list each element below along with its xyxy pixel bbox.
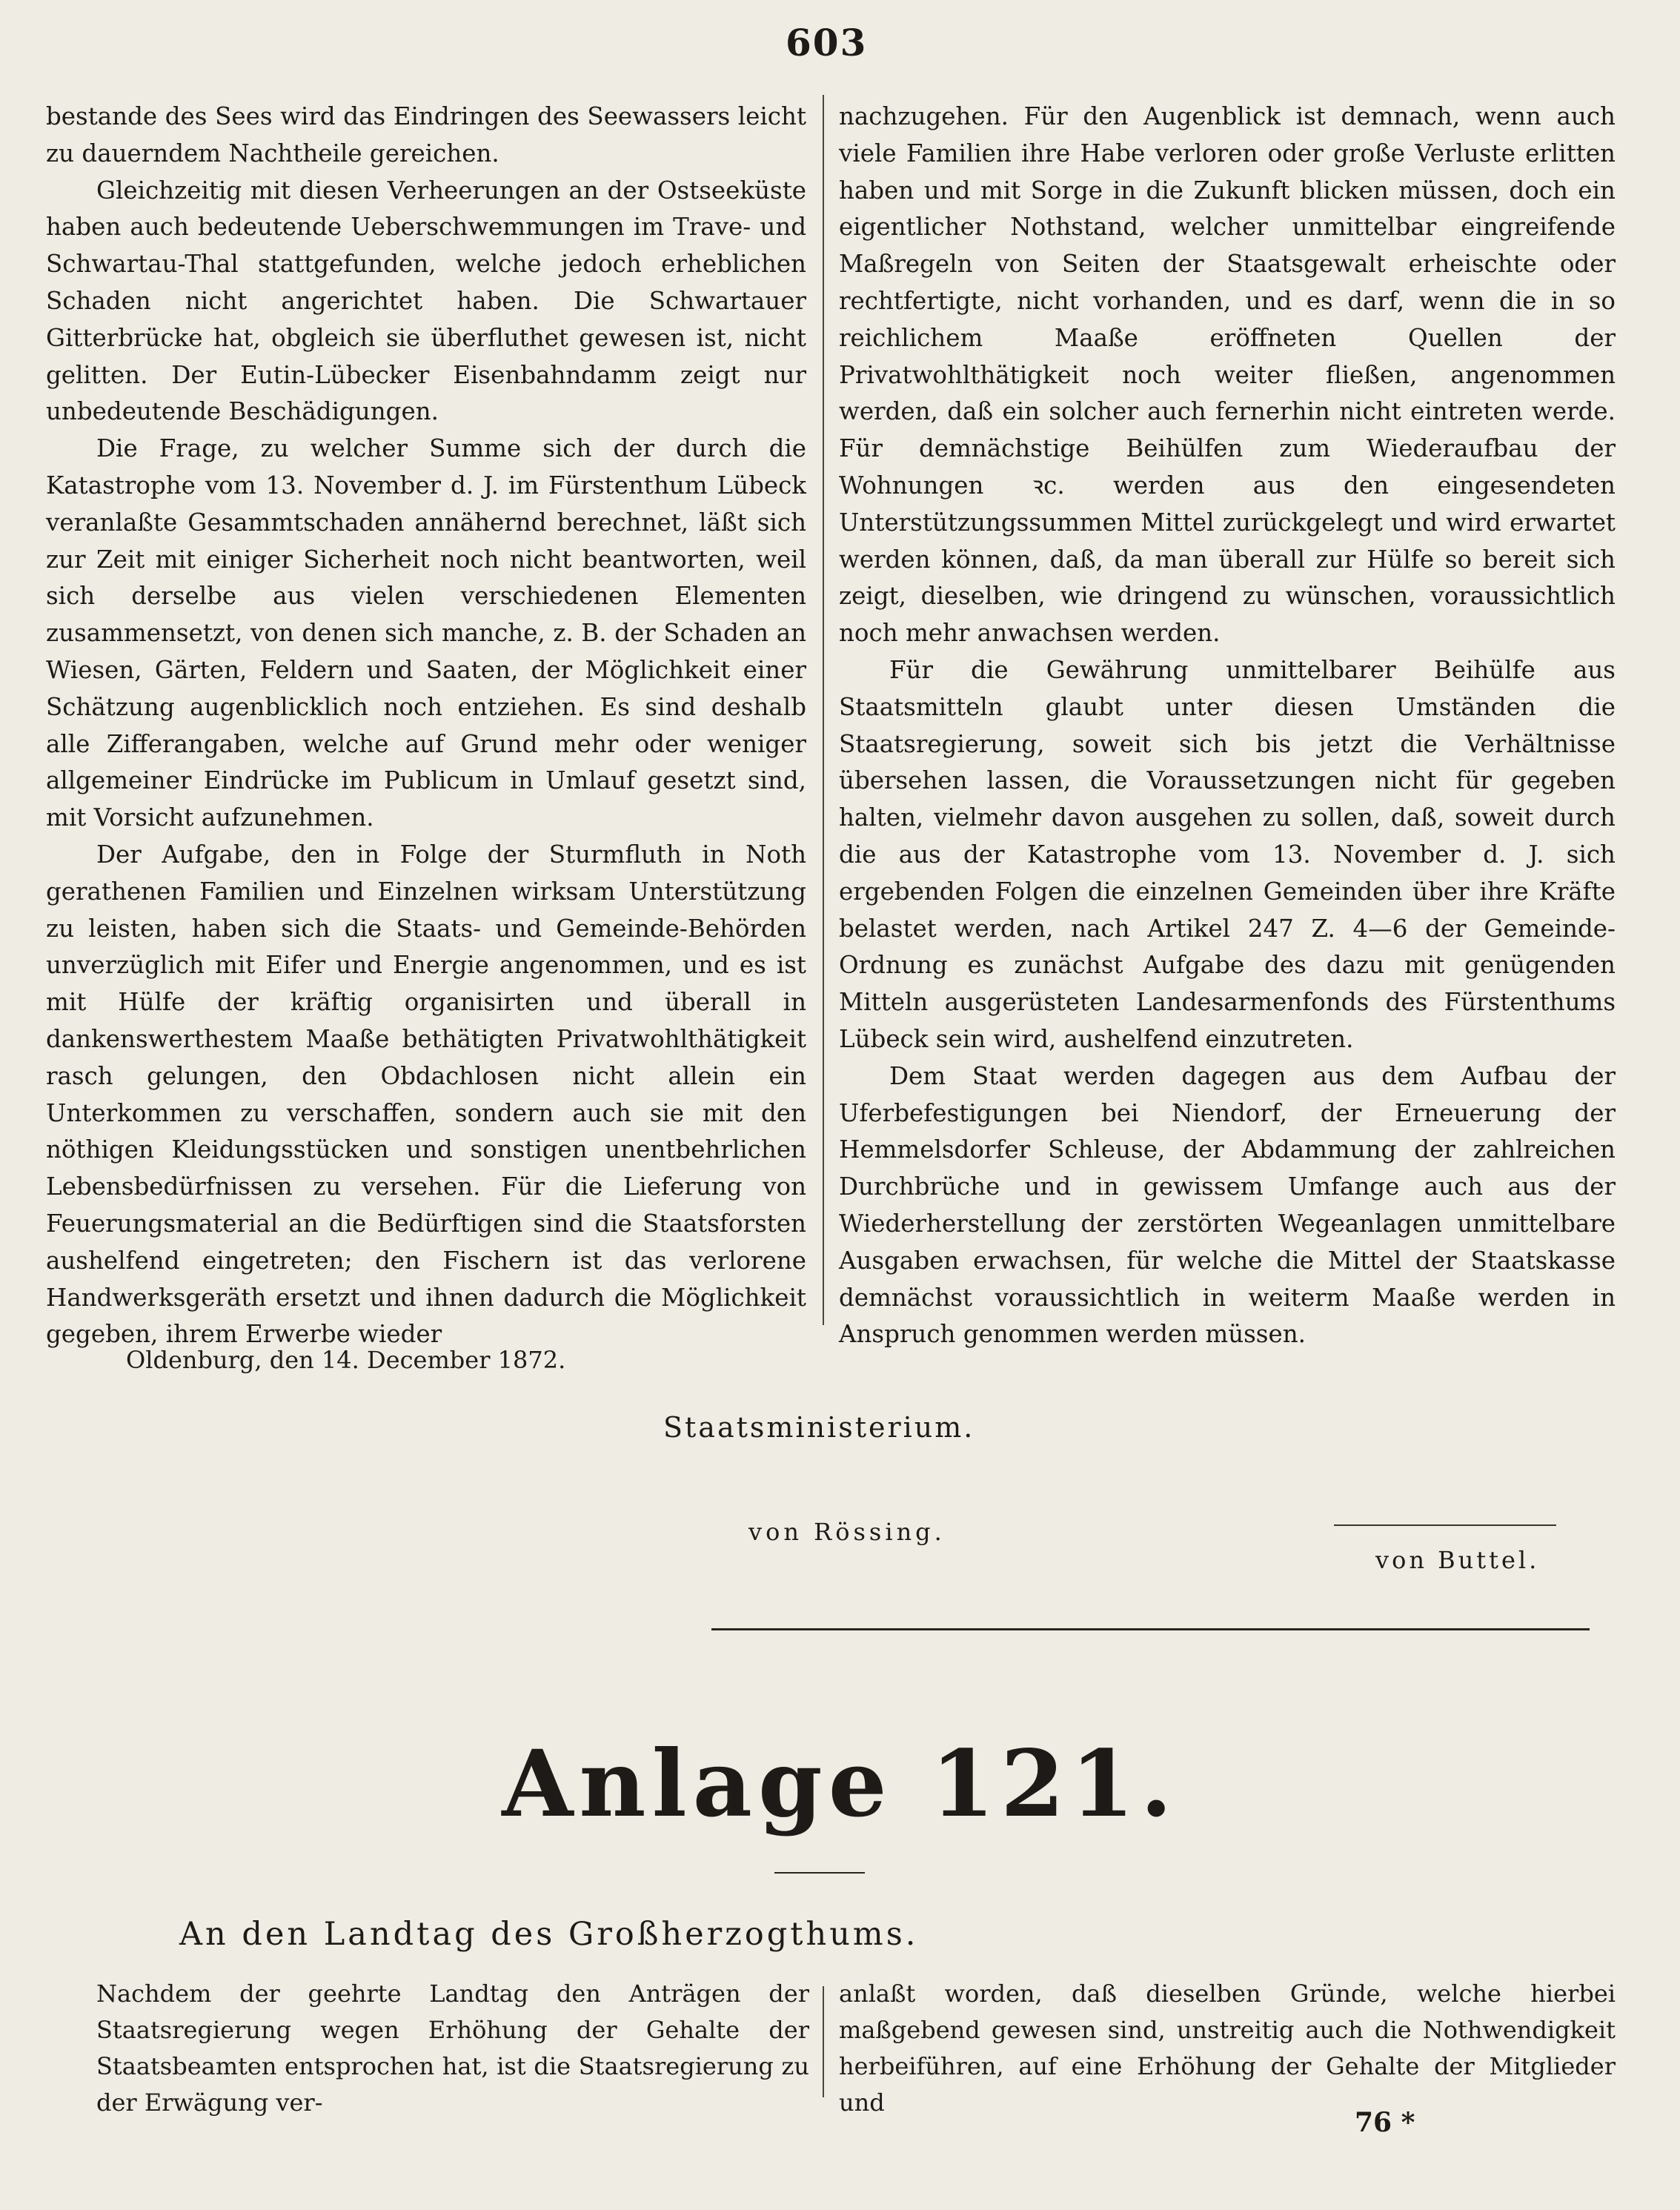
right-text-column bbox=[839, 99, 1616, 1353]
section-divider bbox=[711, 1628, 1590, 1630]
paragraph: Gleichzeitig mit diesen Verheerungen an der Ostseeküste haben auch bedeutende Ueberschwemmungen im Trave- und Schwartau-Thal stattgefunden, welche jedoch erheblichen Schaden nicht angerichtet haben. Die Schwartauer Gitterbrücke hat, obgleich sie überfluthet gewesen ist, nicht gelitten. Der Eutin-Lübecker Eisenbahndamm zeigt nur unbedeutende Beschädigungen. bbox=[46, 176, 806, 426]
paragraph: Der Aufgabe, den in Folge der Sturmfluth in Noth gerathenen Familien und Einzelnen wirksam Unterstützung zu leisten, haben sich die Staats- und Gemeinde-Behörden unverzüglich mit Eifer und Energie angenommen, und es ist mit Hülfe der kräftig organisirten und überall in dankenswerthestem Maaße bethätigten Privatwohlthätigkeit rasch gelungen, den Obdachlosen nicht allein ein Unterkommen zu verschaffen, sondern auch sie mit den nöthigen Kleidungsstücken und sonstigen unentbehrlichen Lebensbedürfnissen zu versehen. Für die Lieferung von Feuerungsmaterial an die Bedürftigen sind die Staatsforsten aushelfend eingetreten; den Fischern ist das verlorene Handwerksgeräth ersetzt und ihnen dadurch die Möglichkeit gegeben, ihrem Erwerbe wieder bbox=[46, 840, 806, 1349]
title-underline bbox=[774, 1872, 865, 1874]
paragraph: Für die Gewährung unmittelbarer Beihülfe aus Staatsmitteln glaubt unter diesen Umständen die Staatsregierung, soweit sich bis jetzt die Verhältnisse übersehen lassen, die Voraussetzungen nicht für gegeben halten, vielmehr davon ausgehen zu sollen, daß, soweit durch die aus der Katastrophe vom 13. November d. J. sich ergebenden Folgen die einzelnen Gemeinden über ihre Kräfte belastet werden, nach Artikel 247 Z. 4—6 der Gemeinde-Ordnung es zunächst Aufgabe des dazu mit genügenden Mitteln ausgerüsteten Landesarmenfonds des Fürstenthums Lübeck sein wird, aushelfend einzutreten. bbox=[839, 655, 1616, 1053]
signature-mark: 76 * bbox=[1355, 2107, 1415, 2138]
signature-buttel: von Buttel. bbox=[1375, 1546, 1540, 1574]
column-divider-bottom bbox=[823, 1986, 824, 2097]
ministry-signature: Staatsministerium. bbox=[663, 1411, 975, 1444]
page-number: 603 bbox=[786, 21, 868, 64]
bottom-right-paragraph: anlaßt worden, daß dieselben Gründe, welche hierbei maßgebend gewesen sind, unstreitig auch die Nothwendigkeit herbeiführen, auf eine Erhöhung der Gehalte der Mitglieder und bbox=[839, 1980, 1616, 2117]
left-text-column bbox=[46, 99, 806, 1353]
column-divider bbox=[823, 95, 824, 1325]
date-line: Oldenburg, den 14. December 1872. bbox=[126, 1346, 566, 1374]
bottom-left-paragraph: Nachdem der geehrte Landtag den Anträgen der Staatsregierung wegen Erhöhung der Gehalte der Staatsbeamten entsprochen hat, ist die Staatsregierung zu der Erwägung ver- bbox=[96, 1980, 809, 2117]
paragraph: bestande des Sees wird das Eindringen des Seewassers leicht zu dauerndem Nachtheile gereichen. bbox=[46, 102, 806, 167]
paragraph: Die Frage, zu welcher Summe sich der durch die Katastrophe vom 13. November d. J. im Fürstenthum Lübeck veranlaßte Gesammtschaden annähernd berechnet, läßt sich zur Zeit mit einiger Sicherheit noch nicht beantworten, weil sich derselbe aus vielen verschiedenen Elementen zusammensetzt, von denen sich manche, z. B. der Schaden an Wiesen, Gärten, Feldern und Saaten, der Möglichkeit einer Schätzung augenblicklich noch entziehen. Es sind deshalb alle Zifferangaben, welche auf Grund mehr oder weniger allgemeiner Eindrücke im Publicum in Umlauf gesetzt sind, mit Vorsicht aufzunehmen. bbox=[46, 434, 806, 832]
annex-title: Anlage 121. bbox=[502, 1730, 1178, 1838]
signature-roessing: von Rössing. bbox=[748, 1518, 946, 1546]
paragraph: Dem Staat werden dagegen aus dem Aufbau der Uferbefestigungen bei Niendorf, der Erneuerung der Hemmelsdorfer Schleuse, der Abdammung der zahlreichen Durchbrüche und in gewissem Umfange auch aus der Wiederherstellung der zerstörten Wegeanlagen unmittelbare Ausgaben erwachsen, für welche die Mittel der Staatskasse demnächst voraussichtlich in weiterm Maaße werden in Anspruch genommen werden müssen. bbox=[839, 1061, 1616, 1349]
paragraph: nachzugehen. Für den Augenblick ist demnach, wenn auch viele Familien ihre Habe verloren oder große Verluste erlitten haben und mit Sorge in die Zukunft blicken müssen, doch ein eigentlicher Nothstand, welcher unmittelbar eingreifende Maßregeln von Seiten der Staatsgewalt erheischte oder rechtfertigte, nicht vorhanden, und es darf, wenn die in so reichlichem Maaße eröffneten Quellen der Privatwohlthätigkeit noch weiter fließen, angenommen werden, daß ein solcher auch fernerhin nicht eintreten werde. Für demnächstige Beihülfen zum Wiederaufbau der Wohnungen ꝛc. werden aus den eingesendeten Unterstützungssummen Mittel zurückgelegt und wird erwartet werden können, daß, da man überall zur Hülfe so bereit sich zeigt, dieselben, wie dringend zu wünschen, voraussichtlich noch mehr anwachsen werden. bbox=[839, 102, 1616, 648]
address-heading: An den Landtag des Großherzogthums. bbox=[179, 1916, 919, 1953]
signature-rule bbox=[1334, 1524, 1556, 1526]
